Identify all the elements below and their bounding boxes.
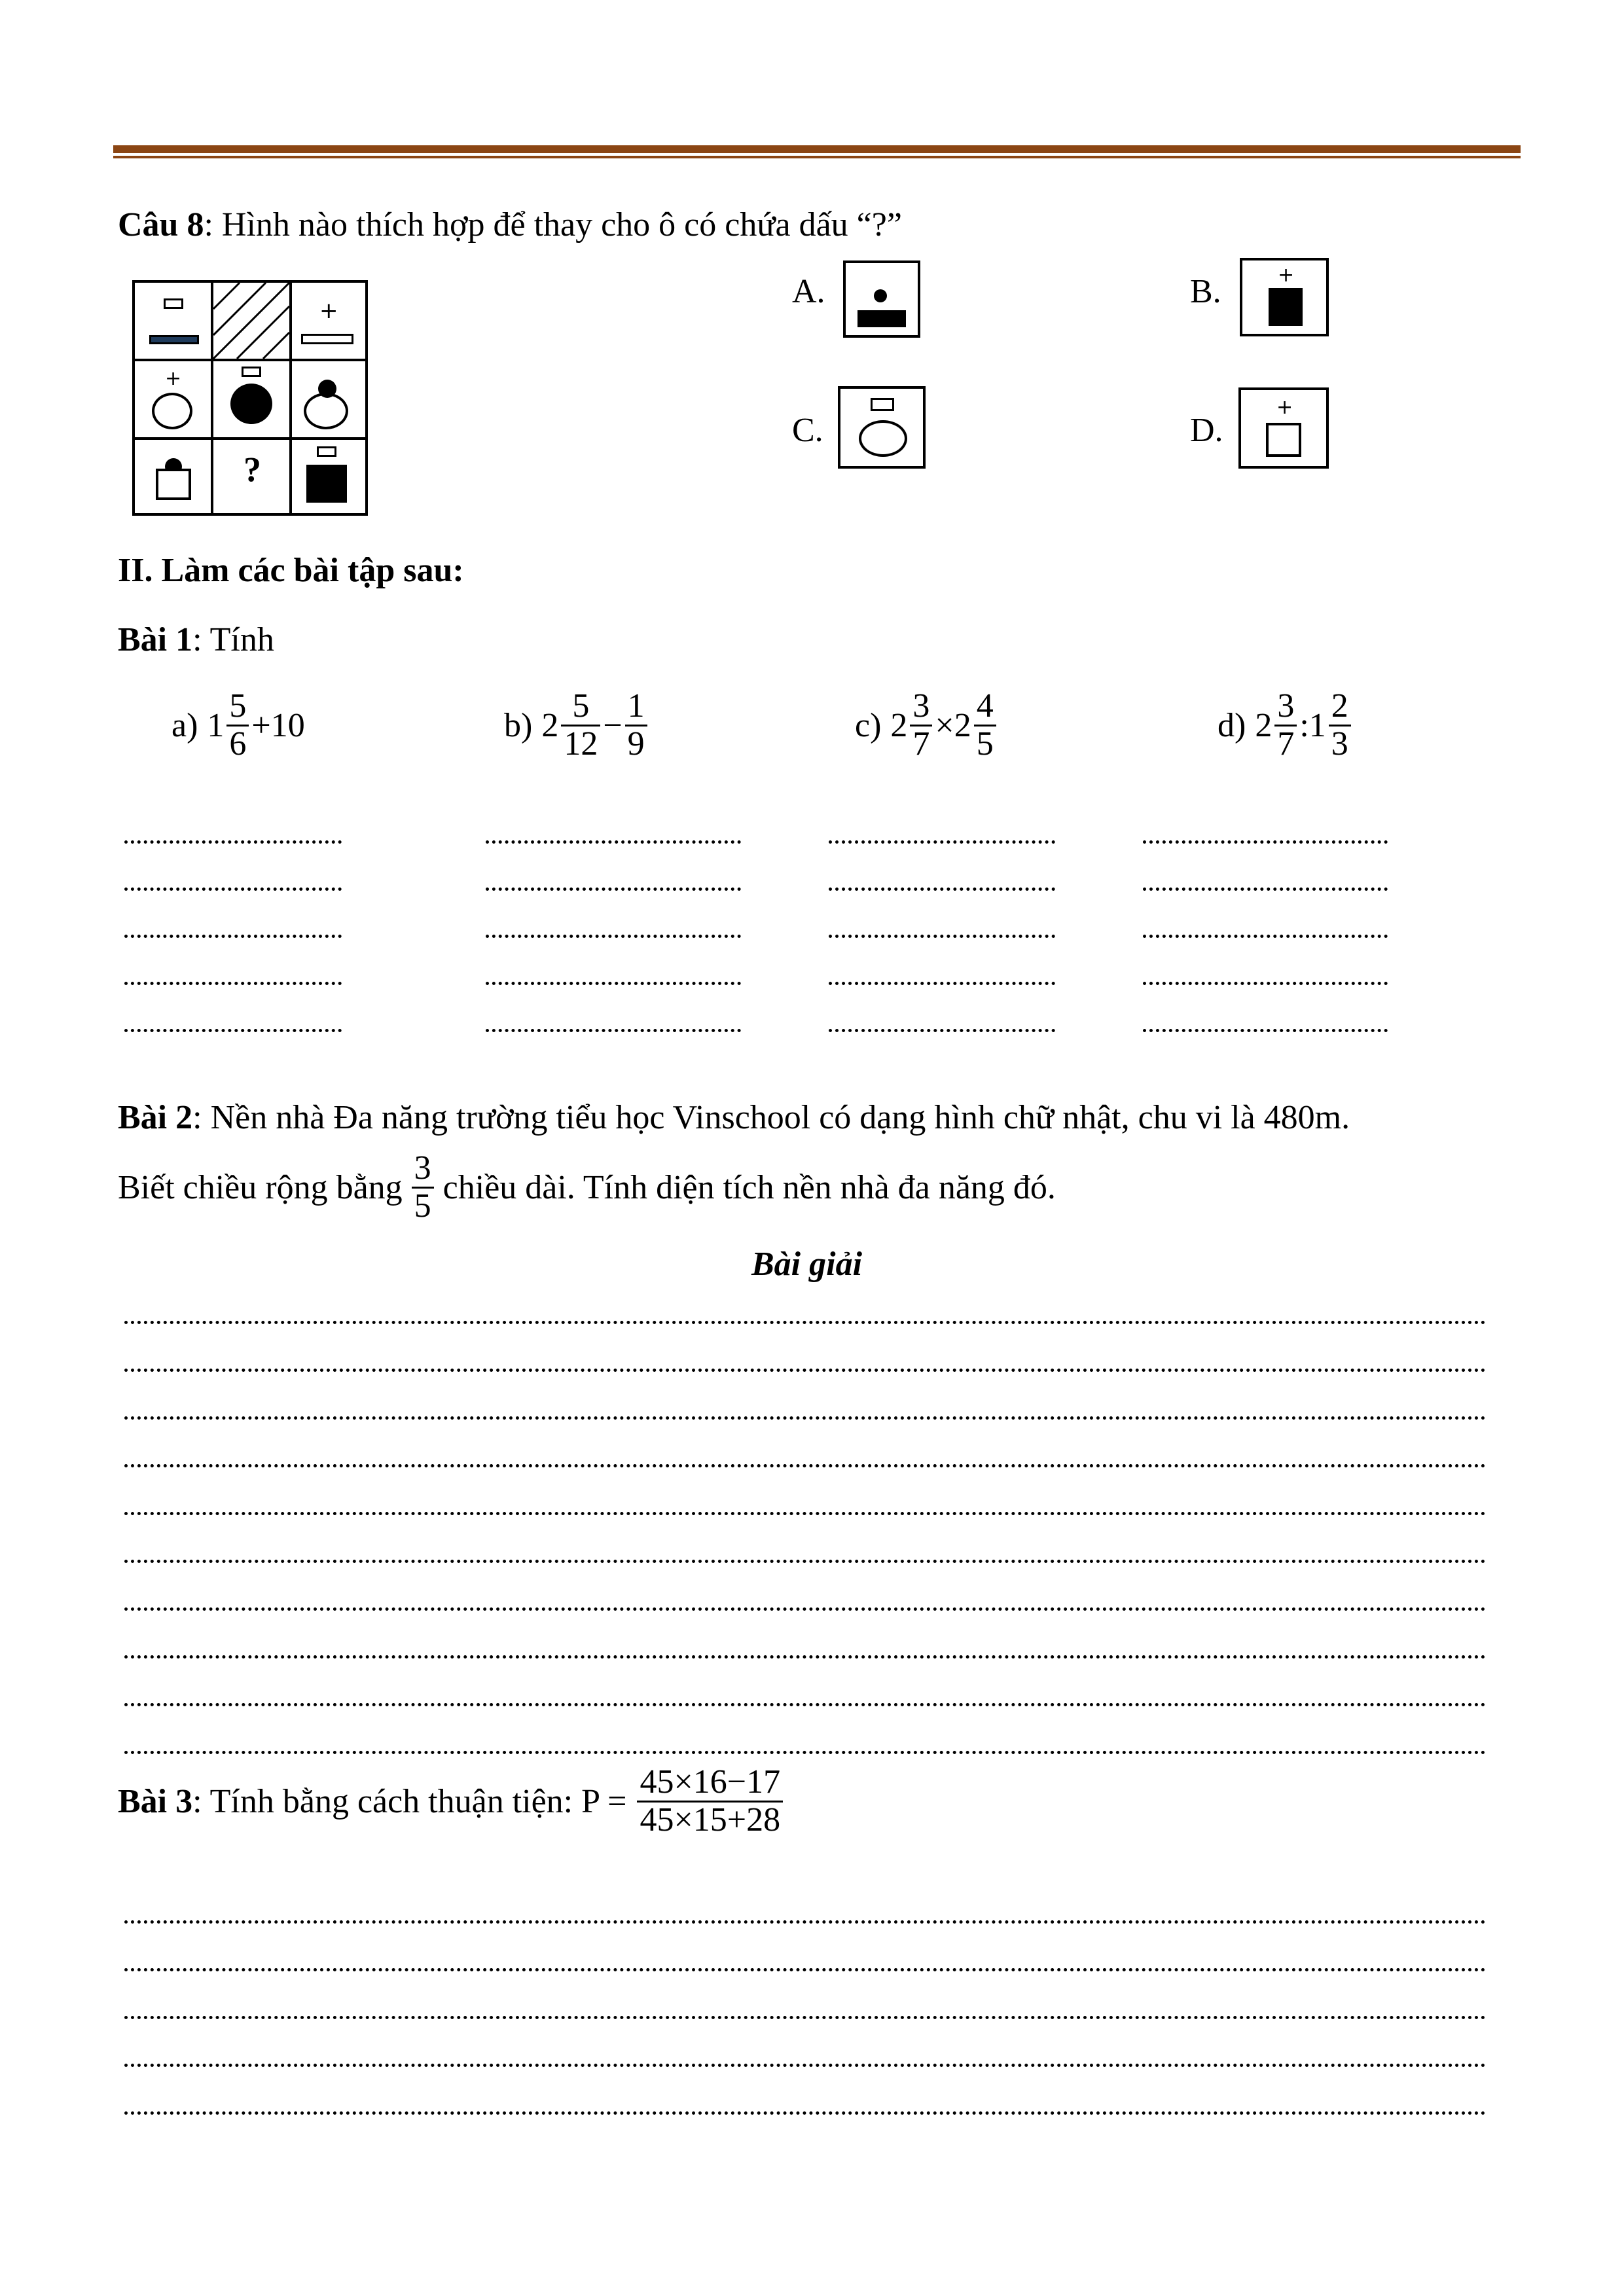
answer-dotted-line[interactable] <box>124 1321 1486 1324</box>
puzzle-grid <box>132 280 368 516</box>
answer-dotted-line[interactable] <box>124 1703 1486 1706</box>
answer-dotted-line[interactable] <box>124 888 342 891</box>
fraction: $\frac{3}{7}$ <box>910 689 932 762</box>
grid-line <box>135 359 365 361</box>
answer-dotted-line[interactable] <box>124 982 342 985</box>
bai2-line2: Biết chiều rộng bằng $\frac{3}{5}$ chiều dài. Tính diện tích nền nhà đa năng đó. <box>118 1149 1056 1225</box>
small-rect-icon <box>317 446 336 457</box>
answer-dotted-line[interactable] <box>124 1512 1486 1515</box>
bai3-text: : Tính bằng cách thuận tiện: P = <box>192 1782 627 1820</box>
answer-dotted-line[interactable] <box>124 1751 1486 1754</box>
small-rect-icon <box>242 367 261 377</box>
fraction: $\frac{3}{7}$ <box>1274 689 1297 762</box>
answer-dotted-line[interactable] <box>1143 982 1388 985</box>
answer-dotted-line[interactable] <box>829 840 1055 844</box>
outlined-circle-icon <box>152 393 192 429</box>
option-b-box[interactable] <box>1240 258 1329 336</box>
filled-bar-icon <box>857 310 906 327</box>
answer-dotted-line[interactable] <box>124 1560 1486 1563</box>
plus-icon: + <box>1278 264 1295 287</box>
answer-dotted-line[interactable] <box>124 1369 1486 1372</box>
answer-dotted-line[interactable] <box>124 2111 1486 2115</box>
answer-dotted-line[interactable] <box>124 1968 1486 1971</box>
bai1-text: : Tính <box>192 621 274 658</box>
plus-icon: + <box>165 367 182 390</box>
answer-dotted-line[interactable] <box>829 888 1055 891</box>
grid-line <box>135 437 365 440</box>
option-a-label[interactable]: A. <box>792 273 825 310</box>
answer-dotted-line[interactable] <box>124 2016 1486 2019</box>
outlined-square-icon <box>156 469 191 500</box>
q8-text: : Hình nào thích hợp để thay cho ô có chứa dấu “?” <box>204 206 902 243</box>
bai1-expr-a: a) 1 $\frac{5}{6}$ +10 <box>171 687 305 762</box>
answer-dotted-line[interactable] <box>124 1416 1486 1420</box>
answer-dotted-line[interactable] <box>124 1655 1486 1659</box>
answer-dotted-line[interactable] <box>1143 888 1388 891</box>
fraction: $\frac{45\times 16-17}{45\times 15+28}$ <box>637 1765 783 1838</box>
answer-dotted-line[interactable] <box>124 1920 1486 1924</box>
small-rect-icon <box>164 298 183 309</box>
option-c-box[interactable] <box>838 386 926 469</box>
filled-circle-icon <box>230 384 272 424</box>
bai3-label: Bài 3 <box>118 1782 193 1820</box>
bai1-expr-b: b) 2 $\frac{5}{12}$ − $\frac{1}{9}$ <box>504 689 650 762</box>
fraction: $\frac{2}{3}$ <box>1329 689 1351 762</box>
answer-dotted-line[interactable] <box>486 888 741 891</box>
answer-dotted-line[interactable] <box>124 1607 1486 1611</box>
q8-heading <box>118 208 902 242</box>
bai3-line <box>118 1765 785 1838</box>
answer-dotted-line[interactable] <box>124 840 342 844</box>
hatched-cell-icon <box>213 283 289 359</box>
answer-dotted-line[interactable] <box>486 1029 741 1032</box>
blue-bar-icon <box>149 335 199 344</box>
bai1-expr-d: d) 2 $\frac{3}{7}$ :1 $\frac{2}{3}$ <box>1218 689 1354 762</box>
option-b-label[interactable]: B. <box>1190 273 1221 310</box>
option-d-box[interactable] <box>1238 387 1329 469</box>
option-d-label[interactable]: D. <box>1190 412 1223 449</box>
outlined-ellipse-icon <box>859 420 907 457</box>
option-a-box[interactable] <box>843 260 920 338</box>
answer-dotted-line[interactable] <box>1143 840 1388 844</box>
filled-square-icon <box>306 465 347 503</box>
header-rule-thin <box>113 156 1521 158</box>
fraction: $\frac{3}{5}$ <box>412 1151 434 1224</box>
answer-dotted-line[interactable] <box>124 2064 1486 2067</box>
bai1-label: Bài 1 <box>118 621 193 658</box>
bai2-text-1: : Nền nhà Đa năng trường tiểu học Vinschool có dạng hình chữ nhật, chu vi là 480m. <box>192 1099 1350 1136</box>
answer-dotted-line[interactable] <box>486 935 741 938</box>
filled-dot-icon <box>874 289 887 302</box>
outlined-circle-icon <box>304 393 348 429</box>
fraction: $\frac{5}{6}$ <box>226 689 249 762</box>
answer-dotted-line[interactable] <box>1143 1029 1388 1032</box>
plus-icon: + <box>1276 396 1293 419</box>
answer-dotted-line[interactable] <box>124 1464 1486 1467</box>
outlined-square-icon <box>1266 423 1301 457</box>
fraction: $\frac{1}{9}$ <box>625 689 647 762</box>
bai2-line1 <box>118 1101 1350 1135</box>
answer-dotted-line[interactable] <box>829 982 1055 985</box>
answer-dotted-line[interactable] <box>486 982 741 985</box>
small-rect-icon <box>871 398 894 411</box>
filled-square-icon <box>1269 288 1303 326</box>
answer-dotted-line[interactable] <box>1143 935 1388 938</box>
q8-label: Câu 8 <box>118 206 204 243</box>
section-2-title: II. Làm các bài tập sau: <box>118 552 464 589</box>
answer-dotted-line[interactable] <box>829 935 1055 938</box>
answer-dotted-line[interactable] <box>486 840 741 844</box>
answer-dotted-line[interactable] <box>124 1029 342 1032</box>
bai1-expr-c: c) 2 $\frac{3}{7}$ ×2 $\frac{4}{5}$ <box>855 689 999 762</box>
question-mark: ? <box>244 450 261 489</box>
fraction: $\frac{5}{12}$ <box>561 689 600 762</box>
grid-line <box>289 283 292 513</box>
header-rule-thick <box>113 145 1521 153</box>
bai1-heading <box>118 623 274 657</box>
fraction: $\frac{4}{5}$ <box>974 689 996 762</box>
answer-dotted-line[interactable] <box>124 935 342 938</box>
solution-heading: Bài giải <box>751 1246 863 1283</box>
bai2-label: Bài 2 <box>118 1099 193 1136</box>
answer-dotted-line[interactable] <box>829 1029 1055 1032</box>
outlined-bar-icon <box>301 334 353 344</box>
option-c-label[interactable]: C. <box>792 412 823 449</box>
plus-icon: + <box>319 298 338 324</box>
